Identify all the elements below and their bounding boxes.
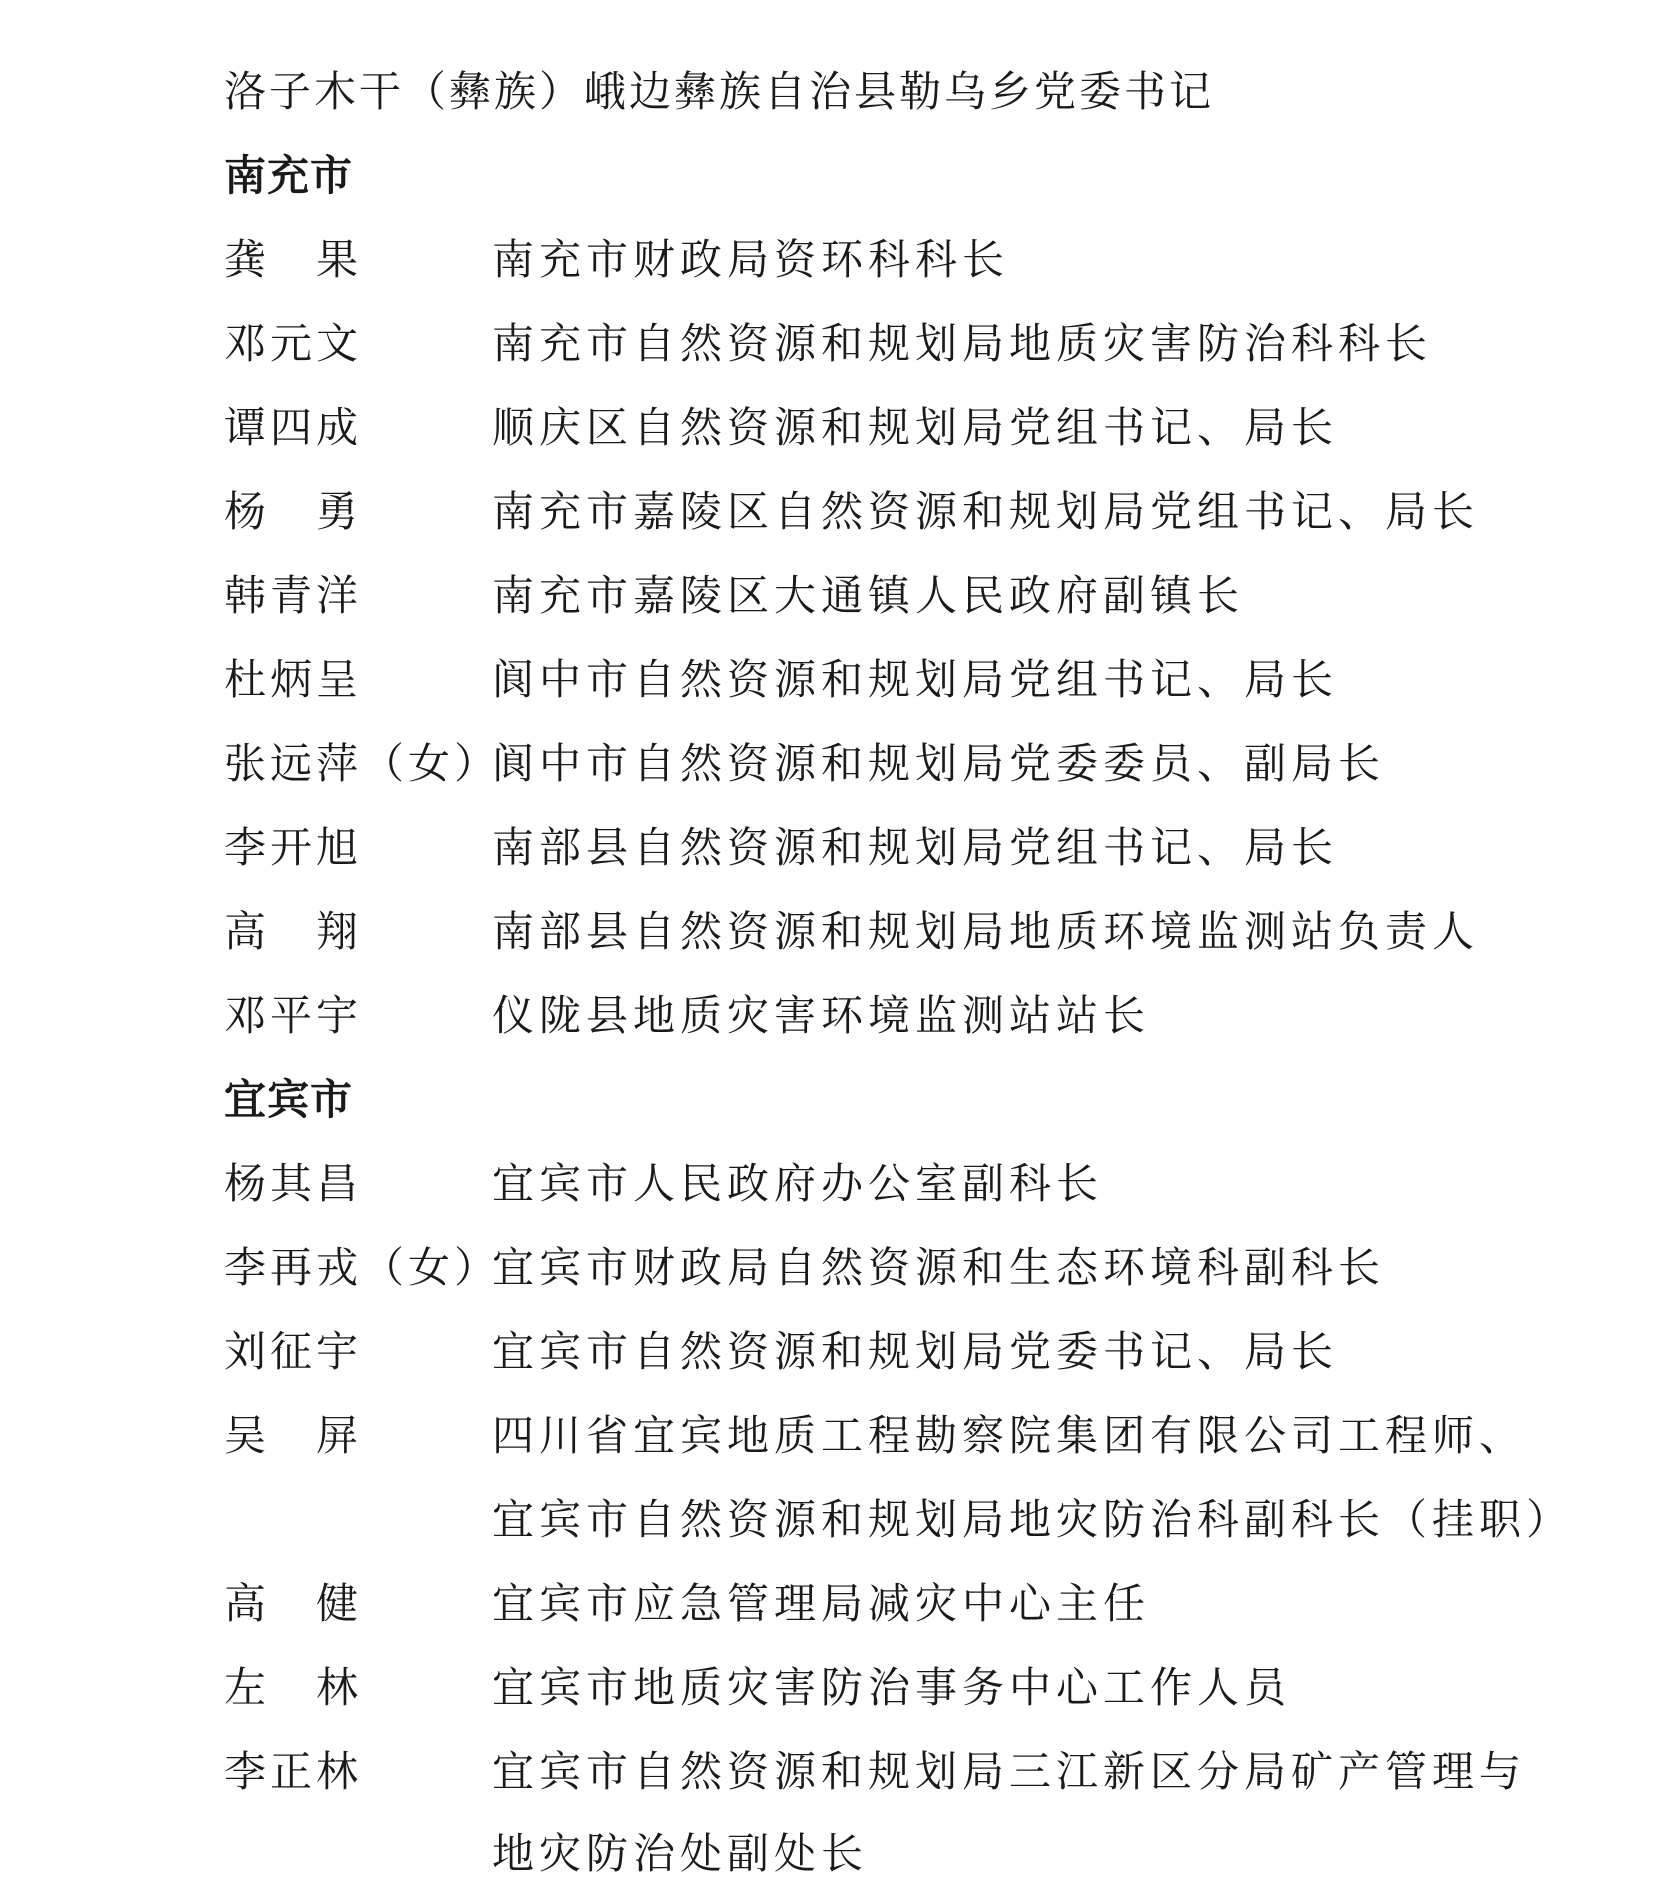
person-title: 宜宾市应急管理局减灾中心主任 [492, 1579, 1151, 1628]
person-title: 南充市嘉陵区大通镇人民政府副镇长 [492, 571, 1245, 620]
person-name: 邓元文 [224, 319, 363, 368]
person-title: 仪陇县地质灾害环境监测站站长 [492, 991, 1151, 1040]
person-name: 吴 屏 [224, 1411, 363, 1460]
person-name: 李再戎（女） [224, 1243, 501, 1292]
section-heading-yibin: 宜宾市 [224, 1075, 354, 1124]
person-name: 谭四成 [224, 403, 363, 452]
intro-line: 洛子木干（彝族）峨边彝族自治县勒乌乡党委书记 [224, 67, 1215, 116]
person-title: 南充市自然资源和规划局地质灾害防治科科长 [492, 319, 1433, 368]
person-name: 李开旭 [224, 823, 363, 872]
person-name: 杨 勇 [224, 487, 363, 536]
person-title: 宜宾市地质灾害防治事务中心工作人员 [492, 1663, 1292, 1712]
person-title: 南部县自然资源和规划局党组书记、局长 [492, 823, 1339, 872]
person-title: 顺庆区自然资源和规划局党组书记、局长 [492, 403, 1339, 452]
person-title: 宜宾市人民政府办公室副科长 [492, 1159, 1104, 1208]
person-name: 杜炳呈 [224, 655, 363, 704]
person-name: 高 健 [224, 1579, 363, 1628]
person-title: 南部县自然资源和规划局地质环境监测站负责人 [492, 907, 1480, 956]
person-name: 刘征宇 [224, 1327, 363, 1376]
person-name: 张远萍（女） [224, 739, 501, 788]
person-name: 邓平宇 [224, 991, 363, 1040]
person-name: 李正林 [224, 1747, 363, 1796]
person-title: 南充市嘉陵区自然资源和规划局党组书记、局长 [492, 487, 1480, 536]
person-title: 阆中市自然资源和规划局党委委员、副局长 [492, 739, 1386, 788]
person-title: 阆中市自然资源和规划局党组书记、局长 [492, 655, 1339, 704]
person-title: 宜宾市自然资源和规划局三江新区分局矿产管理与 [492, 1747, 1527, 1796]
person-name: 韩青洋 [224, 571, 363, 620]
person-title: 四川省宜宾地质工程勘察院集团有限公司工程师、 [492, 1411, 1527, 1460]
person-name: 龚 果 [224, 235, 363, 284]
person-title-continued: 宜宾市自然资源和规划局地灾防治科副科长（挂职） [492, 1495, 1574, 1544]
person-title: 宜宾市自然资源和规划局党委书记、局长 [492, 1327, 1339, 1376]
person-name: 高 翔 [224, 907, 363, 956]
person-title: 宜宾市财政局自然资源和生态环境科副科长 [492, 1243, 1386, 1292]
person-title: 南充市财政局资环科科长 [492, 235, 1010, 284]
section-heading-nanchong: 南充市 [224, 151, 354, 200]
person-title-continued: 地灾防治处副处长 [492, 1829, 869, 1878]
person-name: 左 林 [224, 1663, 363, 1712]
person-name: 杨其昌 [224, 1159, 363, 1208]
